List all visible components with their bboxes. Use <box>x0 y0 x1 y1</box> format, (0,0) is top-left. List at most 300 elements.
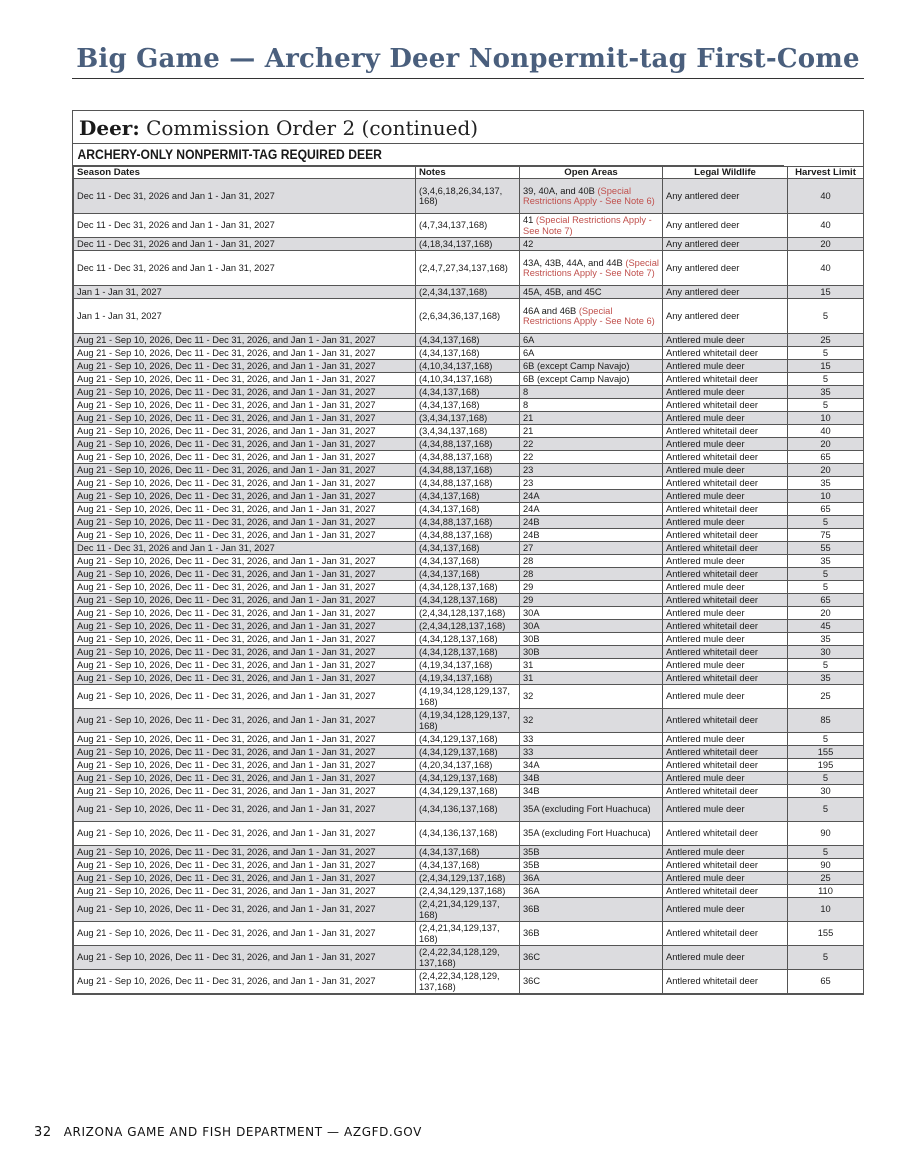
legal-wildlife-text: Antlered mule deer <box>666 464 745 475</box>
legal-wildlife-text: Antlered mule deer <box>666 804 745 815</box>
open-area-cell <box>520 286 663 299</box>
table-row <box>74 238 864 251</box>
open-area-cell <box>520 798 663 822</box>
section-title <box>73 111 863 144</box>
season-dates-text: Aug 21 - Sep 10, 2026, Dec 11 - Dec 31, 2026, and Jan 1 - Jan 31, 2027 <box>77 477 376 488</box>
legal-wildlife-text: Antlered mule deer <box>666 904 745 915</box>
table-row <box>74 798 864 822</box>
legal-wildlife-cell <box>663 238 788 251</box>
open-area-text: 6A <box>523 334 535 345</box>
notes-cell <box>416 386 520 399</box>
season-dates-cell <box>74 529 416 542</box>
harvest-limit-text: 5 <box>822 310 829 321</box>
legal-wildlife-cell <box>663 709 788 733</box>
season-dates-cell <box>74 772 416 785</box>
harvest-limit-cell <box>788 555 864 568</box>
legal-wildlife-cell <box>663 399 788 412</box>
harvest-limit-cell <box>788 360 864 373</box>
legal-wildlife-cell <box>663 529 788 542</box>
harvest-limit-cell <box>788 594 864 607</box>
table-row <box>74 179 864 214</box>
notes-cell <box>416 785 520 798</box>
table-row <box>74 555 864 568</box>
open-area-cell <box>520 685 663 709</box>
notes-cell <box>416 299 520 334</box>
open-area-cell <box>520 334 663 347</box>
notes-cell <box>416 568 520 581</box>
table-row <box>74 659 864 672</box>
table-row <box>74 214 864 238</box>
legal-wildlife-cell <box>663 438 788 451</box>
season-dates-cell <box>74 334 416 347</box>
legal-wildlife-text: Antlered mule deer <box>666 659 745 670</box>
open-area-cell <box>520 846 663 859</box>
notes-cell <box>416 970 520 994</box>
harvest-limit-text: 65 <box>820 503 831 514</box>
legal-wildlife-cell <box>663 464 788 477</box>
notes-cell <box>416 347 520 360</box>
open-area-text: 36C <box>523 952 541 963</box>
legal-wildlife-cell <box>663 214 788 238</box>
harvest-limit-cell <box>788 347 864 360</box>
notes-cell <box>416 451 520 464</box>
harvest-limit-cell <box>788 846 864 859</box>
legal-wildlife-text: Antlered mule deer <box>666 633 745 644</box>
harvest-limit-text: 10 <box>820 412 831 423</box>
notes-cell <box>416 898 520 922</box>
notes-cell <box>416 503 520 516</box>
open-area-text: 36B <box>523 928 540 939</box>
notes-cell <box>416 412 520 425</box>
table-row <box>74 733 864 746</box>
harvest-limit-cell <box>788 438 864 451</box>
notes-text: (2,4,34,128,137,168) <box>419 607 506 618</box>
legal-wildlife-cell <box>663 490 788 503</box>
legal-wildlife-text: Antlered whitetail deer <box>666 759 758 770</box>
table-row <box>74 477 864 490</box>
open-area-cell <box>520 516 663 529</box>
legal-wildlife-text: Antlered mule deer <box>666 516 745 527</box>
legal-wildlife-cell <box>663 633 788 646</box>
legal-wildlife-cell <box>663 733 788 746</box>
footer-text: ARIZONA GAME AND FISH DEPARTMENT — AZGFD.GOV <box>63 1125 422 1139</box>
open-area-text: 36B <box>523 904 540 915</box>
notes-text: (4,34,129,137,168) <box>419 772 498 783</box>
season-dates-text: Aug 21 - Sep 10, 2026, Dec 11 - Dec 31, 2026, and Jan 1 - Jan 31, 2027 <box>77 516 376 527</box>
open-area-text: 43A, 43B, 44A, and 44B <box>523 257 623 268</box>
open-area-cell <box>520 581 663 594</box>
table-row <box>74 581 864 594</box>
table-row <box>74 946 864 970</box>
header-harvest-limit: Harvest Limit <box>788 167 864 179</box>
table-row <box>74 672 864 685</box>
special-restriction-note: (Special Restrictions Apply - See Note 6) <box>523 305 655 326</box>
notes-text: (3,4,6,18,26,34,137, 168) <box>419 185 503 206</box>
season-dates-cell <box>74 733 416 746</box>
open-area-cell <box>520 970 663 994</box>
legal-wildlife-text: Antlered whitetail deer <box>666 859 758 870</box>
harvest-limit-cell <box>788 872 864 885</box>
legal-wildlife-text: Any antlered deer <box>666 190 740 201</box>
legal-wildlife-text: Antlered whitetail deer <box>666 828 758 839</box>
harvest-limit-text: 20 <box>820 464 831 475</box>
harvest-limit-text: 20 <box>820 238 831 249</box>
season-dates-cell <box>74 251 416 286</box>
season-dates-text: Aug 21 - Sep 10, 2026, Dec 11 - Dec 31, 2026, and Jan 1 - Jan 31, 2027 <box>77 503 376 514</box>
notes-cell <box>416 529 520 542</box>
legal-wildlife-cell <box>663 251 788 286</box>
table-row <box>74 772 864 785</box>
harvest-limit-cell <box>788 746 864 759</box>
open-area-cell <box>520 646 663 659</box>
legal-wildlife-text: Antlered whitetail deer <box>666 885 758 896</box>
open-area-cell <box>520 672 663 685</box>
open-area-cell <box>520 438 663 451</box>
open-area-cell <box>520 922 663 946</box>
hunt-table <box>73 166 864 994</box>
harvest-limit-cell <box>788 685 864 709</box>
harvest-limit-cell <box>788 709 864 733</box>
table-row <box>74 386 864 399</box>
open-area-cell <box>520 859 663 872</box>
notes-text: (2,4,34,129,137,168) <box>419 872 506 883</box>
table-row <box>74 347 864 360</box>
harvest-limit-text: 35 <box>820 477 831 488</box>
legal-wildlife-text: Antlered mule deer <box>666 846 745 857</box>
open-area-text: 36C <box>523 976 541 987</box>
open-area-cell <box>520 709 663 733</box>
open-area-cell <box>520 425 663 438</box>
harvest-limit-cell <box>788 620 864 633</box>
table-row <box>74 646 864 659</box>
season-dates-cell <box>74 399 416 412</box>
legal-wildlife-cell <box>663 746 788 759</box>
notes-text: (2,4,34,128,137,168) <box>419 620 506 631</box>
notes-text: (4,34,137,168) <box>419 490 480 501</box>
season-dates-text: Aug 21 - Sep 10, 2026, Dec 11 - Dec 31, 2026, and Jan 1 - Jan 31, 2027 <box>77 620 376 631</box>
notes-cell <box>416 620 520 633</box>
open-area-text: 23 <box>523 477 534 488</box>
open-area-text: 23 <box>523 464 534 475</box>
notes-cell <box>416 646 520 659</box>
notes-text: (4,34,129,137,168) <box>419 733 498 744</box>
open-area-cell <box>520 542 663 555</box>
open-area-text: 24A <box>523 490 540 501</box>
table-row <box>74 898 864 922</box>
season-dates-text: Aug 21 - Sep 10, 2026, Dec 11 - Dec 31, 2026, and Jan 1 - Jan 31, 2027 <box>77 646 376 657</box>
season-dates-cell <box>74 347 416 360</box>
open-area-text: 35B <box>523 846 540 857</box>
season-dates-cell <box>74 633 416 646</box>
season-dates-text: Aug 21 - Sep 10, 2026, Dec 11 - Dec 31, 2026, and Jan 1 - Jan 31, 2027 <box>77 607 376 618</box>
open-area-text: 34A <box>523 759 540 770</box>
open-area-text: 29 <box>523 581 534 592</box>
legal-wildlife-cell <box>663 785 788 798</box>
table-row <box>74 822 864 846</box>
table-row <box>74 490 864 503</box>
open-area-cell <box>520 477 663 490</box>
legal-wildlife-cell <box>663 568 788 581</box>
open-area-cell <box>520 659 663 672</box>
table-header-row <box>74 167 864 179</box>
notes-text: (2,4,7,27,34,137,168) <box>419 262 508 273</box>
table-row <box>74 503 864 516</box>
notes-cell <box>416 798 520 822</box>
harvest-limit-text: 25 <box>820 691 831 702</box>
legal-wildlife-text: Antlered mule deer <box>666 733 745 744</box>
legal-wildlife-cell <box>663 555 788 568</box>
season-dates-cell <box>74 872 416 885</box>
harvest-limit-cell <box>788 503 864 516</box>
harvest-limit-text: 35 <box>820 633 831 644</box>
notes-text: (4,19,34,128,129,137, 168) <box>419 686 510 707</box>
open-area-text: 21 <box>523 425 534 436</box>
table-row <box>74 846 864 859</box>
open-area-text: 30A <box>523 620 540 631</box>
open-area-cell <box>520 179 663 214</box>
harvest-limit-cell <box>788 946 864 970</box>
notes-cell <box>416 922 520 946</box>
harvest-limit-text: 10 <box>820 490 831 501</box>
legal-wildlife-text: Antlered whitetail deer <box>666 503 758 514</box>
harvest-limit-text: 40 <box>820 220 831 231</box>
table-row <box>74 529 864 542</box>
open-area-cell <box>520 633 663 646</box>
notes-text: (4,34,137,168) <box>419 334 480 345</box>
season-dates-text: Aug 21 - Sep 10, 2026, Dec 11 - Dec 31, 2026, and Jan 1 - Jan 31, 2027 <box>77 846 376 857</box>
legal-wildlife-text: Antlered whitetail deer <box>666 672 758 683</box>
table-row <box>74 859 864 872</box>
legal-wildlife-text: Antlered whitetail deer <box>666 477 758 488</box>
legal-wildlife-cell <box>663 360 788 373</box>
notes-text: (4,34,88,137,168) <box>419 529 493 540</box>
legal-wildlife-text: Antlered whitetail deer <box>666 542 758 553</box>
open-area-text: 39, 40A, and 40B <box>523 185 595 196</box>
season-dates-cell <box>74 922 416 946</box>
harvest-limit-cell <box>788 286 864 299</box>
harvest-limit-text: 65 <box>820 976 831 987</box>
open-area-text: 30A <box>523 607 540 618</box>
season-dates-text: Dec 11 - Dec 31, 2026 and Jan 1 - Jan 31, 2027 <box>77 238 275 249</box>
notes-cell <box>416 399 520 412</box>
open-area-text: 24B <box>523 516 540 527</box>
header-open-areas: Open Areas <box>520 167 663 179</box>
season-dates-cell <box>74 709 416 733</box>
table-row <box>74 334 864 347</box>
legal-wildlife-text: Antlered whitetail deer <box>666 785 758 796</box>
legal-wildlife-cell <box>663 477 788 490</box>
season-dates-text: Aug 21 - Sep 10, 2026, Dec 11 - Dec 31, 2026, and Jan 1 - Jan 31, 2027 <box>77 490 376 501</box>
legal-wildlife-cell <box>663 872 788 885</box>
notes-text: (4,18,34,137,168) <box>419 238 493 249</box>
open-area-cell <box>520 386 663 399</box>
special-restriction-note: (Special Restrictions Apply - See Note 7) <box>523 215 652 236</box>
season-dates-text: Aug 21 - Sep 10, 2026, Dec 11 - Dec 31, 2026, and Jan 1 - Jan 31, 2027 <box>77 425 376 436</box>
harvest-limit-text: 85 <box>820 715 831 726</box>
season-dates-cell <box>74 798 416 822</box>
open-area-cell <box>520 607 663 620</box>
harvest-limit-cell <box>788 179 864 214</box>
harvest-limit-text: 65 <box>820 594 831 605</box>
notes-text: (3,4,34,137,168) <box>419 425 488 436</box>
table-row <box>74 425 864 438</box>
harvest-limit-cell <box>788 399 864 412</box>
harvest-limit-text: 5 <box>822 952 829 963</box>
harvest-limit-cell <box>788 607 864 620</box>
season-dates-cell <box>74 373 416 386</box>
legal-wildlife-cell <box>663 672 788 685</box>
legal-wildlife-text: Antlered whitetail deer <box>666 373 758 384</box>
open-area-cell <box>520 347 663 360</box>
season-dates-cell <box>74 885 416 898</box>
legal-wildlife-cell <box>663 685 788 709</box>
legal-wildlife-text: Antlered mule deer <box>666 490 745 501</box>
legal-wildlife-cell <box>663 846 788 859</box>
season-dates-text: Aug 21 - Sep 10, 2026, Dec 11 - Dec 31, 2026, and Jan 1 - Jan 31, 2027 <box>77 928 376 939</box>
notes-text: (4,34,129,137,168) <box>419 785 498 796</box>
season-dates-text: Dec 11 - Dec 31, 2026 and Jan 1 - Jan 31, 2027 <box>77 542 275 553</box>
season-dates-text: Aug 21 - Sep 10, 2026, Dec 11 - Dec 31, 2026, and Jan 1 - Jan 31, 2027 <box>77 872 376 883</box>
harvest-limit-cell <box>788 798 864 822</box>
legal-wildlife-text: Any antlered deer <box>666 310 740 321</box>
season-dates-cell <box>74 594 416 607</box>
notes-cell <box>416 772 520 785</box>
season-dates-cell <box>74 451 416 464</box>
notes-text: (4,34,88,137,168) <box>419 451 493 462</box>
season-dates-cell <box>74 970 416 994</box>
header-notes: Notes <box>416 167 520 179</box>
table-row <box>74 685 864 709</box>
season-dates-cell <box>74 360 416 373</box>
notes-text: (4,34,88,137,168) <box>419 464 493 475</box>
open-area-cell <box>520 555 663 568</box>
table-row <box>74 542 864 555</box>
season-dates-cell <box>74 555 416 568</box>
notes-text: (4,20,34,137,168) <box>419 759 493 770</box>
harvest-limit-cell <box>788 214 864 238</box>
harvest-limit-text: 5 <box>822 373 829 384</box>
season-dates-text: Aug 21 - Sep 10, 2026, Dec 11 - Dec 31, 2026, and Jan 1 - Jan 31, 2027 <box>77 399 376 410</box>
open-area-text: 22 <box>523 451 534 462</box>
season-dates-cell <box>74 238 416 251</box>
harvest-limit-cell <box>788 568 864 581</box>
legal-wildlife-text: Antlered mule deer <box>666 581 745 592</box>
page-footer <box>34 1125 422 1140</box>
notes-cell <box>416 594 520 607</box>
open-area-cell <box>520 822 663 846</box>
harvest-limit-cell <box>788 898 864 922</box>
header-season-dates: Season Dates <box>74 167 416 179</box>
legal-wildlife-cell <box>663 798 788 822</box>
open-area-text: 28 <box>523 568 534 579</box>
table-row <box>74 360 864 373</box>
season-dates-cell <box>74 672 416 685</box>
season-dates-text: Aug 21 - Sep 10, 2026, Dec 11 - Dec 31, 2026, and Jan 1 - Jan 31, 2027 <box>77 759 376 770</box>
season-dates-text: Aug 21 - Sep 10, 2026, Dec 11 - Dec 31, 2026, and Jan 1 - Jan 31, 2027 <box>77 529 376 540</box>
open-area-text: 22 <box>523 438 534 449</box>
season-dates-cell <box>74 425 416 438</box>
open-area-text: 32 <box>523 691 534 702</box>
season-dates-cell <box>74 490 416 503</box>
harvest-limit-text: 110 <box>818 885 833 896</box>
notes-cell <box>416 251 520 286</box>
table-row <box>74 594 864 607</box>
open-area-text: 32 <box>523 715 534 726</box>
notes-cell <box>416 438 520 451</box>
season-dates-text: Dec 11 - Dec 31, 2026 and Jan 1 - Jan 31, 2027 <box>77 262 275 273</box>
notes-text: (4,34,88,137,168) <box>419 477 493 488</box>
season-dates-text: Aug 21 - Sep 10, 2026, Dec 11 - Dec 31, 2026, and Jan 1 - Jan 31, 2027 <box>77 412 376 423</box>
open-area-cell <box>520 238 663 251</box>
harvest-limit-cell <box>788 373 864 386</box>
season-dates-cell <box>74 685 416 709</box>
season-dates-text: Aug 21 - Sep 10, 2026, Dec 11 - Dec 31, 2026, and Jan 1 - Jan 31, 2027 <box>77 360 376 371</box>
notes-text: (4,10,34,137,168) <box>419 373 493 384</box>
legal-wildlife-cell <box>663 516 788 529</box>
season-dates-cell <box>74 785 416 798</box>
notes-text: (4,34,129,137,168) <box>419 746 498 757</box>
legal-wildlife-cell <box>663 772 788 785</box>
header-legal-wildlife: Legal Wildlife <box>663 167 788 179</box>
table-row <box>74 373 864 386</box>
notes-text: (4,34,128,137,168) <box>419 581 498 592</box>
harvest-limit-text: 5 <box>822 347 829 358</box>
harvest-limit-cell <box>788 542 864 555</box>
notes-text: (4,7,34,137,168) <box>419 220 488 231</box>
open-area-text: 30B <box>523 633 540 644</box>
notes-text: (4,34,128,137,168) <box>419 646 498 657</box>
legal-wildlife-text: Antlered whitetail deer <box>666 425 758 436</box>
harvest-limit-cell <box>788 672 864 685</box>
open-area-cell <box>520 759 663 772</box>
title-divider <box>72 78 864 79</box>
open-area-cell <box>520 503 663 516</box>
season-dates-text: Aug 21 - Sep 10, 2026, Dec 11 - Dec 31, 2026, and Jan 1 - Jan 31, 2027 <box>77 347 376 358</box>
legal-wildlife-cell <box>663 373 788 386</box>
table-row <box>74 885 864 898</box>
notes-text: (4,34,136,137,168) <box>419 828 498 839</box>
season-dates-text: Aug 21 - Sep 10, 2026, Dec 11 - Dec 31, 2026, and Jan 1 - Jan 31, 2027 <box>77 772 376 783</box>
legal-wildlife-text: Antlered mule deer <box>666 952 745 963</box>
legal-wildlife-cell <box>663 759 788 772</box>
harvest-limit-cell <box>788 251 864 286</box>
season-dates-cell <box>74 464 416 477</box>
legal-wildlife-text: Antlered mule deer <box>666 438 745 449</box>
season-dates-text: Aug 21 - Sep 10, 2026, Dec 11 - Dec 31, 2026, and Jan 1 - Jan 31, 2027 <box>77 633 376 644</box>
open-area-text: 6B (except Camp Navajo) <box>523 373 630 384</box>
harvest-limit-text: 155 <box>817 928 834 939</box>
legal-wildlife-text: Antlered whitetail deer <box>666 976 758 987</box>
legal-wildlife-cell <box>663 859 788 872</box>
season-dates-text: Aug 21 - Sep 10, 2026, Dec 11 - Dec 31, 2026, and Jan 1 - Jan 31, 2027 <box>77 672 376 683</box>
open-area-cell <box>520 490 663 503</box>
special-restriction-note: (Special Restrictions Apply - See Note 6) <box>523 185 655 206</box>
notes-text: (4,34,137,168) <box>419 542 480 553</box>
notes-cell <box>416 555 520 568</box>
open-area-cell <box>520 399 663 412</box>
season-dates-cell <box>74 859 416 872</box>
season-dates-cell <box>74 759 416 772</box>
legal-wildlife-cell <box>663 179 788 214</box>
legal-wildlife-text: Antlered whitetail deer <box>666 715 758 726</box>
notes-cell <box>416 822 520 846</box>
season-dates-text: Aug 21 - Sep 10, 2026, Dec 11 - Dec 31, 2026, and Jan 1 - Jan 31, 2027 <box>77 733 376 744</box>
notes-text: (4,34,128,137,168) <box>419 633 498 644</box>
open-area-text: 29 <box>523 594 534 605</box>
notes-text: (4,19,34,137,168) <box>419 659 493 670</box>
season-dates-cell <box>74 438 416 451</box>
harvest-limit-cell <box>788 822 864 846</box>
